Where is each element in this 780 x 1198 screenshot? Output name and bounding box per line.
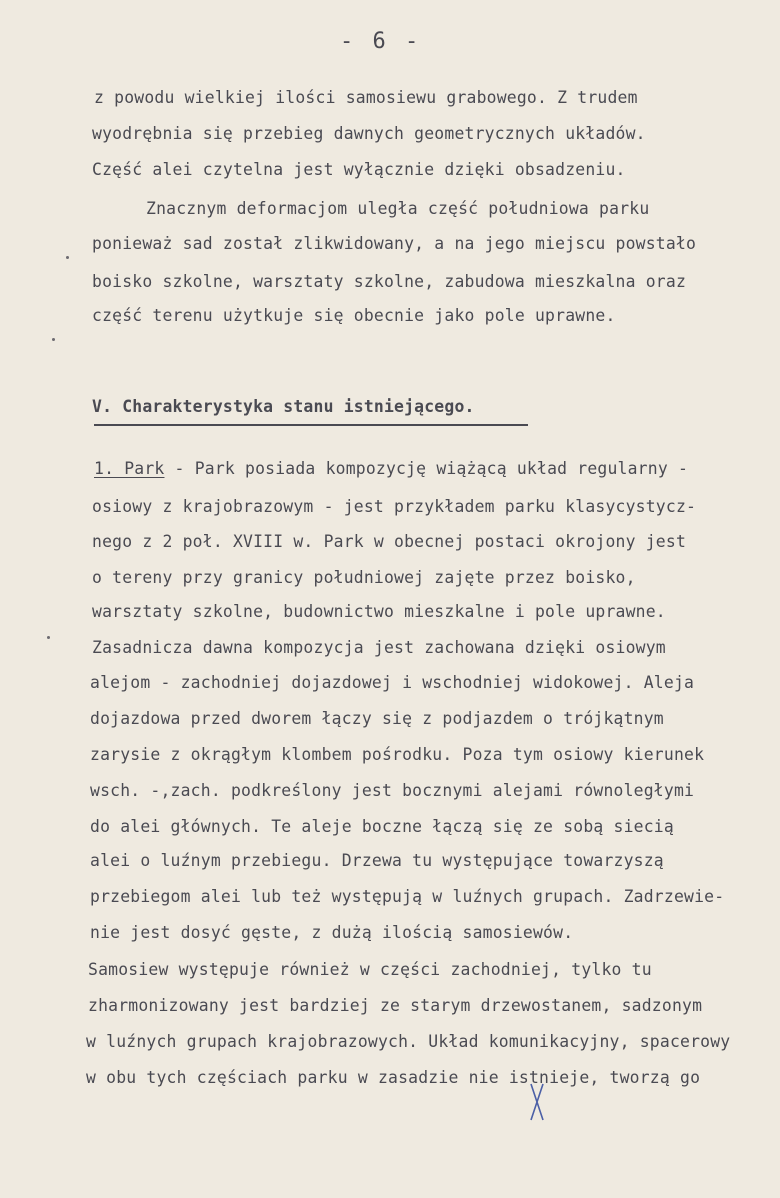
text-line: boisko szkolne, warsztaty szkolne, zabudowa mieszkalna oraz [92,272,687,291]
text-line: Część alei czytelna jest wyłącznie dzięki obsadzeniu. [92,160,626,179]
text-line: nie jest dosyć gęste, z dużą ilością samosiewów. [90,923,574,942]
park-label: 1. Park [94,459,165,478]
text-line: wyodrębnia się przebieg dawnych geometrycznych układów. [92,124,646,143]
text-line: z powodu wielkiej ilości samosiewu grabowego. Z trudem [94,88,638,107]
text-line: alei o luźnym przebiegu. Drzewa tu występujące towarzyszą [90,851,664,870]
text-line: ponieważ sad został zlikwidowany, a na jego miejscu powstało [92,234,697,253]
heading-underline [94,424,528,426]
text-line: wsch. -,zach. podkreślony jest bocznymi alejami równoległymi [90,781,695,800]
text-line: Zasadnicza dawna kompozycja jest zachowana dzięki osiowym [92,638,666,657]
section-heading: V. Charakterystyka stanu istniejącego. [92,397,475,416]
text-line: w luźnych grupach krajobrazowych. Układ komunikacyjny, spacerowy [86,1032,731,1051]
text-line: część terenu użytkuje się obecnie jako pole uprawne. [92,306,616,325]
text-line: - Park posiada kompozycję wiążącą układ regularny - [164,459,689,478]
text-line: dojazdowa przed dworem łączy się z podjazdem o trójkątnym [90,709,664,728]
text-line: o tereny przy granicy południowej zajęte przez boisko, [92,568,636,587]
text-line: alejom - zachodniej dojazdowej i wschodniej widokowej. Aleja [90,673,695,692]
text-line: zarysie z okrągłym klombem pośrodku. Poza tym osiowy kierunek [90,745,705,764]
paper-speck [52,338,55,341]
page-number: - 6 - [340,29,422,54]
text-line: do alei głównych. Te aleje boczne łączą się ze sobą siecią [90,817,674,836]
text-line: zharmonizowany jest bardziej ze starym drzewostanem, sadzonym [88,996,703,1015]
text-line: Znacznym deformacjom uległa część południowa parku [146,199,650,218]
handwritten-correction-mark [529,1082,545,1122]
text-line: warsztaty szkolne, budownictwo mieszkalne i pole uprawne. [92,602,666,621]
text-line: osiowy z krajobrazowym - jest przykładem parku klasycystycz- [92,497,697,516]
paper-speck [47,636,50,639]
text-line: Samosiew występuje również w części zachodniej, tylko tu [88,960,652,979]
paper-speck [66,256,69,259]
text-line: nego z 2 poł. XVIII w. Park w obecnej postaci okrojony jest [92,532,687,551]
text-line: przebiegom alei lub też występują w luźnych grupach. Zadrzewie- [90,887,725,906]
text-line: w obu tych częściach parku w zasadzie nie istnieje, tworzą go [86,1068,701,1087]
park-first-line [94,459,688,479]
